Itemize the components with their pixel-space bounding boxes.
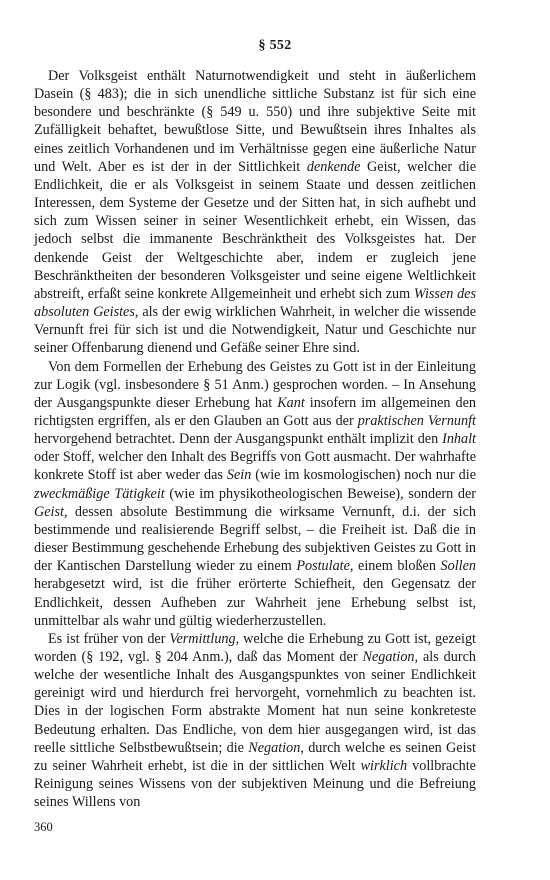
text-run: (wie im physikotheologischen Beweise), sondern der — [164, 485, 476, 502]
italic-run: Geist — [34, 503, 64, 520]
italic-run: Negation — [248, 739, 301, 756]
text-run: , durch welche es seinen Geist zu seiner Wahrheit erhebt, ist die in der sittlichen Welt — [34, 739, 476, 774]
text-run: , dessen absolute Bestimmung die wirksame Vernunft, d.i. der sich bestimmende und realisierende Begriff selbst, – die Freiheit ist. Daß die in dieser Bestimmung geschehende Erhebung des subjektiven Geistes zu Gott in der Kantischen Darstellung wieder zu einem — [34, 503, 476, 575]
text-run: , welche die Erhebung zu Gott ist, gezeigt worden (§ 192, vgl. § 204 Anm.), daß das Moment der — [34, 630, 476, 665]
italic-run: Kant — [277, 394, 305, 411]
text-run: Geist, welcher die Endlichkeit, die er als Volksgeist in seinem Staate und dessen zeitlichen Interessen, dem Systeme der Gesetze und der Sitten hat, in sich aufhebt und sich zum Wissen seiner in seiner Wesentlichkeit erhebt, ein Wissen, das jedoch selbst die immanente Beschränktheit des Volksgeistes hat. Der denkende Geist der Weltgeschichte aber, indem er zugleich jene Beschränktheiten der besonderen Volksgeister und seine eigene Weltlichkeit abstreift, erfaßt seine konkrete Allgemeinheit und erhebt sich zum — [34, 158, 476, 302]
italic-run: Vermittlung — [169, 630, 236, 647]
text-run: , als durch welche der wesentliche Inhalt des Ausgangspunktes von seiner Endlichkeit gereinigt wird und hierdurch frei hervorgeht, vornehmlich zu beachten ist. Dies in der logischen Form abstrakte Moment hat nun seine konkreteste Bedeutung erhalten. Das Endliche, von dem hier ausgegangen wird, ist das reelle sittliche Selbstbewußtsein; die — [34, 649, 476, 756]
paragraph-1 — [34, 67, 476, 358]
section-heading: § 552 — [258, 38, 292, 53]
italic-run: Postulate — [296, 558, 350, 575]
text-run: Es ist früher von der — [48, 630, 170, 647]
text-run: hervorgehend betrachtet. Denn der Ausgangspunkt enthält implizit den — [34, 431, 443, 448]
text-run: Von dem Formellen der Erhebung des Geistes zu Gott ist in der Einleitung zur Logik (vgl. insbesondere § 51 Anm.) gesprochen worden. – In Ansehung der Ausgangspunkte dieser Erhebung hat — [34, 358, 476, 411]
italic-run: Inhalt — [442, 431, 476, 448]
italic-run: denkende — [306, 158, 361, 175]
page-number: 360 — [34, 820, 53, 834]
text-run: , als der ewig wirklichen Wahrheit, in welcher die wissende Vernunft frei für sich ist und die Notwendigkeit, Natur und Geschichte nur seiner Offenbarung dienend und Gefäße seiner Ehre sind. — [34, 304, 476, 357]
italic-run: Sein — [226, 467, 252, 484]
text-run: , einem bloßen — [349, 558, 441, 575]
paragraph-2 — [34, 358, 476, 630]
italic-run: Wissen des absoluten Geistes — [34, 285, 476, 321]
text-run: herabgesetzt wird, ist die früher erörterte Schiefheit, den Gegensatz der Endlichkeit, dessen Aufheben zur Wahrheit jene Erhebung selbst ist, unmittelbar als wahr und gültig wiederherzustellen. — [34, 576, 476, 629]
italic-run: praktischen Vernunft — [357, 412, 476, 429]
text-run: (wie im kosmologischen) noch nur die — [251, 467, 476, 484]
text-run: insofern im allgemeinen den richtigsten ergriffen, als er den Glauben an Gott aus der — [34, 394, 476, 429]
text-run: Der Volksgeist enthält Naturnotwendigkeit und steht in äußerlichem Dasein (§ 483); die in sich unendliche sittliche Substanz ist für sich eine besondere und beschränkte (§ 549 u. 550) und ihre subjektive Seite mit Zufälligkeit behaftet, bewußtlose Sitte, und Bewußtsein ihres Inhaltes als eines zeitlich Vorhandenen und im Verhältnisse gegen eine äußerliche Natur und Welt. Aber es ist der in der Sittlichkeit — [34, 68, 476, 175]
italic-run: Negation — [362, 649, 415, 665]
italic-run: wirklich — [360, 757, 408, 774]
paragraph-3 — [34, 630, 476, 812]
italic-run: Sollen — [440, 558, 476, 575]
text-run: vollbrachte Reinigung seines Wissens von der subjektiven Meinung und die Befreiung seines Willens von — [34, 757, 476, 811]
text-run: oder Stoff, welcher den Inhalt des Begriffs von Gott ausmacht. Der wahrhafte konkrete Stoff ist aber weder das — [34, 449, 476, 484]
body-text — [34, 67, 476, 811]
italic-run: zweckmäßige Tätigkeit — [34, 485, 165, 502]
